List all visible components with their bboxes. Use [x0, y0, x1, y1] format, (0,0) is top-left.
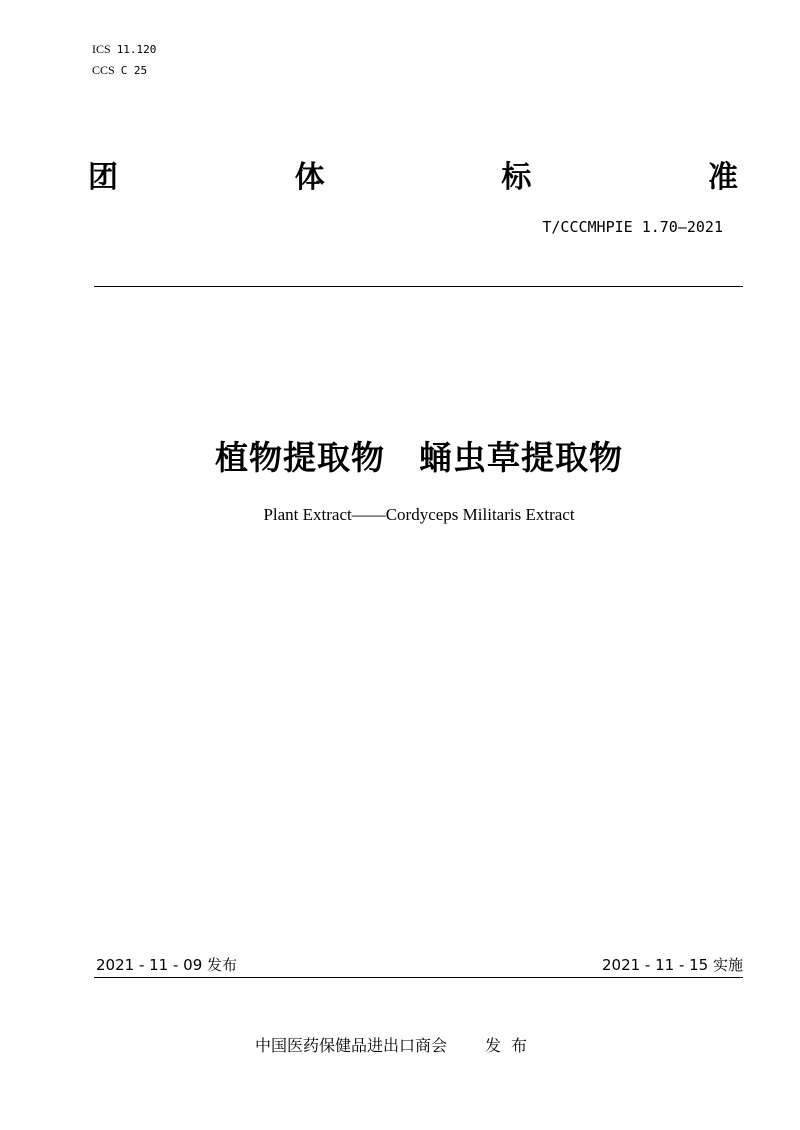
publisher-action: 发布	[485, 1036, 538, 1055]
ics-label: ICS	[92, 42, 111, 56]
classification-codes	[92, 39, 156, 81]
publisher-line	[255, 1033, 537, 1056]
category-char-4: 准	[707, 160, 738, 195]
category-char-2: 体	[294, 160, 325, 195]
standard-category-heading	[88, 152, 738, 196]
category-char-3: 标	[501, 160, 532, 195]
ccs-label: CCS	[92, 63, 115, 77]
header-divider	[94, 286, 743, 287]
publish-date: 2021 - 11 - 09 发布	[96, 956, 238, 974]
footer-divider	[94, 977, 743, 978]
title-chinese: 植物提取物 蛹虫草提取物	[215, 438, 623, 477]
ics-value: 11.120	[116, 43, 157, 56]
ics-row	[92, 39, 156, 60]
title-english: Plant Extract——Cordyceps Militaris Extract	[263, 505, 575, 524]
implement-date: 2021 - 11 - 15 实施	[601, 956, 743, 974]
category-char-1: 团	[88, 160, 118, 195]
publisher-name: 中国医药保健品进出口商会	[255, 1036, 448, 1055]
ccs-row	[92, 60, 156, 81]
ccs-value: C 25	[120, 64, 148, 77]
standard-number: T/CCCMHPIE 1.70—2021	[542, 218, 723, 236]
